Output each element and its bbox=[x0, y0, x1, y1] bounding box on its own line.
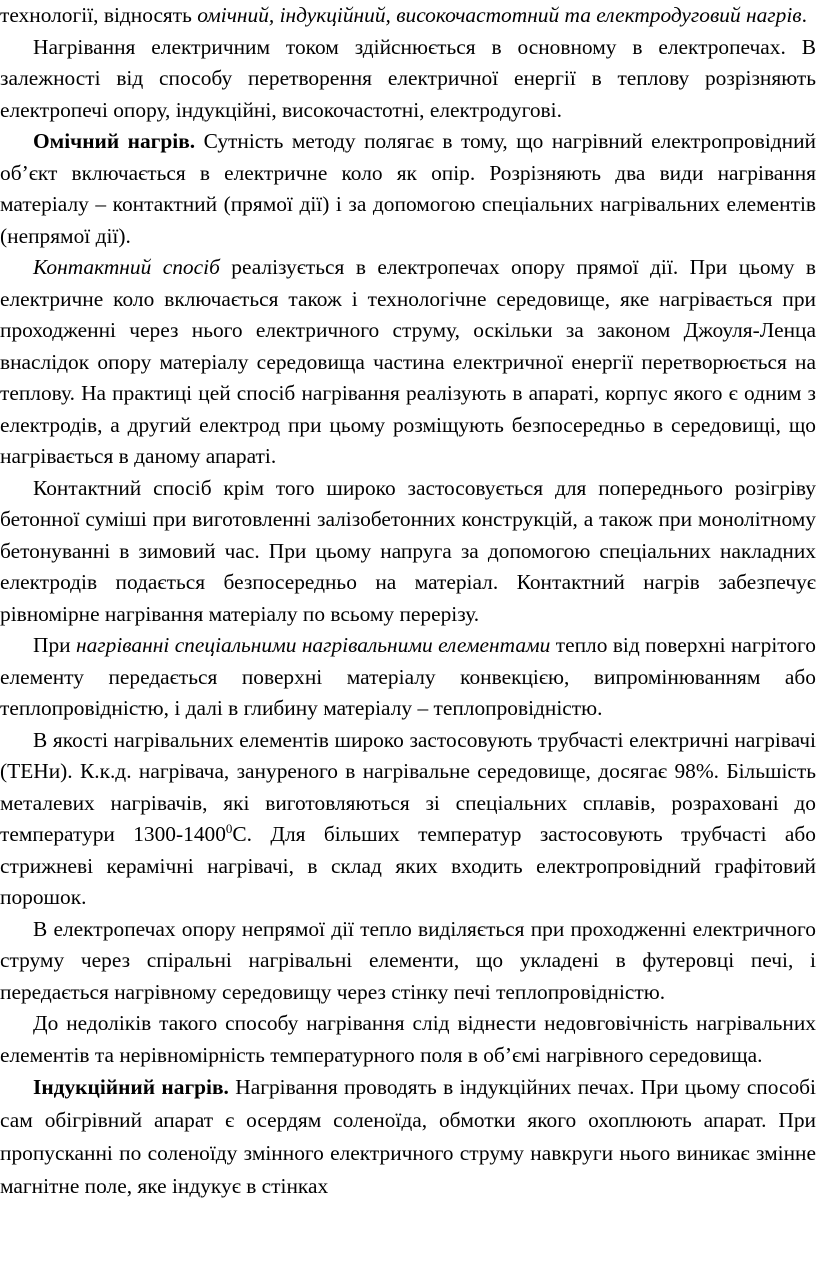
paragraph-contact-method-concrete: Контактний спосіб крім того широко застосовується для попереднього розігріву бетонної суміші при виготовленні залізобетонних конструкцій, а також при монолітному бетонуванні в зимовий час. При цьому напруга за допомогою спеціальних накладних електродів подається безпосередньо на матеріал. Контактний нагрів забезпечує рівномірне нагрівання матеріалу по всьому перерізу. bbox=[0, 475, 816, 626]
paragraph-tubular-heaters bbox=[0, 725, 816, 914]
italic-text: омічний, індукційний, високочастотний та електродуговий нагрів bbox=[197, 3, 802, 27]
text: При bbox=[33, 633, 76, 657]
superscript: 0 bbox=[225, 821, 233, 836]
heading-induction-heating: Індукційний нагрів. bbox=[33, 1075, 229, 1099]
text: Нагрівання проводять в індукційних печах. При цьому способі сам обігрівний апарат є осердям соленоїда, обмотки якого охоплюють апарат. При пропусканні по соленоїду змінного електричного струму навкруги нього виникає змінне магнітне поле, яке індукує в стінках bbox=[0, 1075, 816, 1198]
paragraph-heating-elements bbox=[0, 630, 816, 725]
text: В якості нагрівальних елементів широко застосовують трубчасті електричні нагрівачі (ТЕНи). К.к.д. нагрівача, зануреного в нагрівальне середовище, досягає 98%. Більшість металевих нагрівачів, які виготовляються зі спеціальних сплавів, розраховані до температури 1300-1400 bbox=[0, 727, 816, 846]
paragraph-continuation bbox=[0, 0, 816, 32]
paragraph-indirect-furnaces: В електропечах опору непрямої дії тепло виділяється при проходженні електричного струму через спіральні нагрівальні елементи, що укладені в футеровці печі, і передається нагрівному середовищу через стінку печі теплопровідністю. bbox=[0, 916, 816, 1004]
text: . bbox=[801, 3, 807, 27]
paragraph-induction-heating bbox=[0, 1071, 816, 1203]
paragraph-electric-heating: Нагрівання електричним током здійснюється в основному в електропечах. В залежності від способу перетворення електричної енергії в теплову розрізняють електропечі опору, індукційні, високочастотні, електродугові. bbox=[0, 34, 816, 122]
text: Сутність методу полягає в тому, що нагрівний електропровідний об’єкт включається в електричне коло як опір. Розрізняють два види нагрівання матеріалу – контактний (прямої дії) і за допомогою спеціальних нагрівальних елементів (непрямої дії). bbox=[0, 129, 816, 248]
text: тепло від поверхні нагрітого елементу передається поверхні матеріалу конвекцією, випромінюванням або теплопровідністю, і далі в глибину матеріалу – теплопровідністю. bbox=[0, 633, 816, 720]
italic-text: Контактний спосіб bbox=[33, 255, 220, 279]
italic-text: нагріванні спеціальними нагрівальними елементами bbox=[76, 633, 551, 657]
text: реалізується в електропечах опору прямої дії. При цьому в електричне коло включається також і технологічне середовище, яке нагрівається при проходженні через нього електричного струму, оскільки за законом Джоуля-Ленца внаслідок опору матеріалу середовища частина електричної енергії перетворюється на теплову. На практиці цей спосіб нагрівання реалізують в апараті, корпус якого є одним з електродів, а другий електрод при цьому розміщують безпосередньо в середовищі, що нагрівається в даному апараті. bbox=[0, 255, 816, 468]
heading-ohmic-heating: Омічний нагрів. bbox=[33, 129, 196, 153]
paragraph-disadvantages: До недоліків такого способу нагрівання слід віднести недовговічність нагрівальних елементів та нерівномірність температурного поля в об’ємі нагрівного середовища. bbox=[0, 1011, 816, 1067]
paragraph-ohmic-heating bbox=[0, 126, 816, 252]
paragraph-contact-method bbox=[0, 252, 816, 473]
text: технології, відносять bbox=[0, 3, 198, 27]
text: С. Для більших температур застосовують трубчасті або стрижневі керамічні нагрівачі, в склад яких входить електропровідний графітовий порошок. bbox=[0, 822, 816, 909]
